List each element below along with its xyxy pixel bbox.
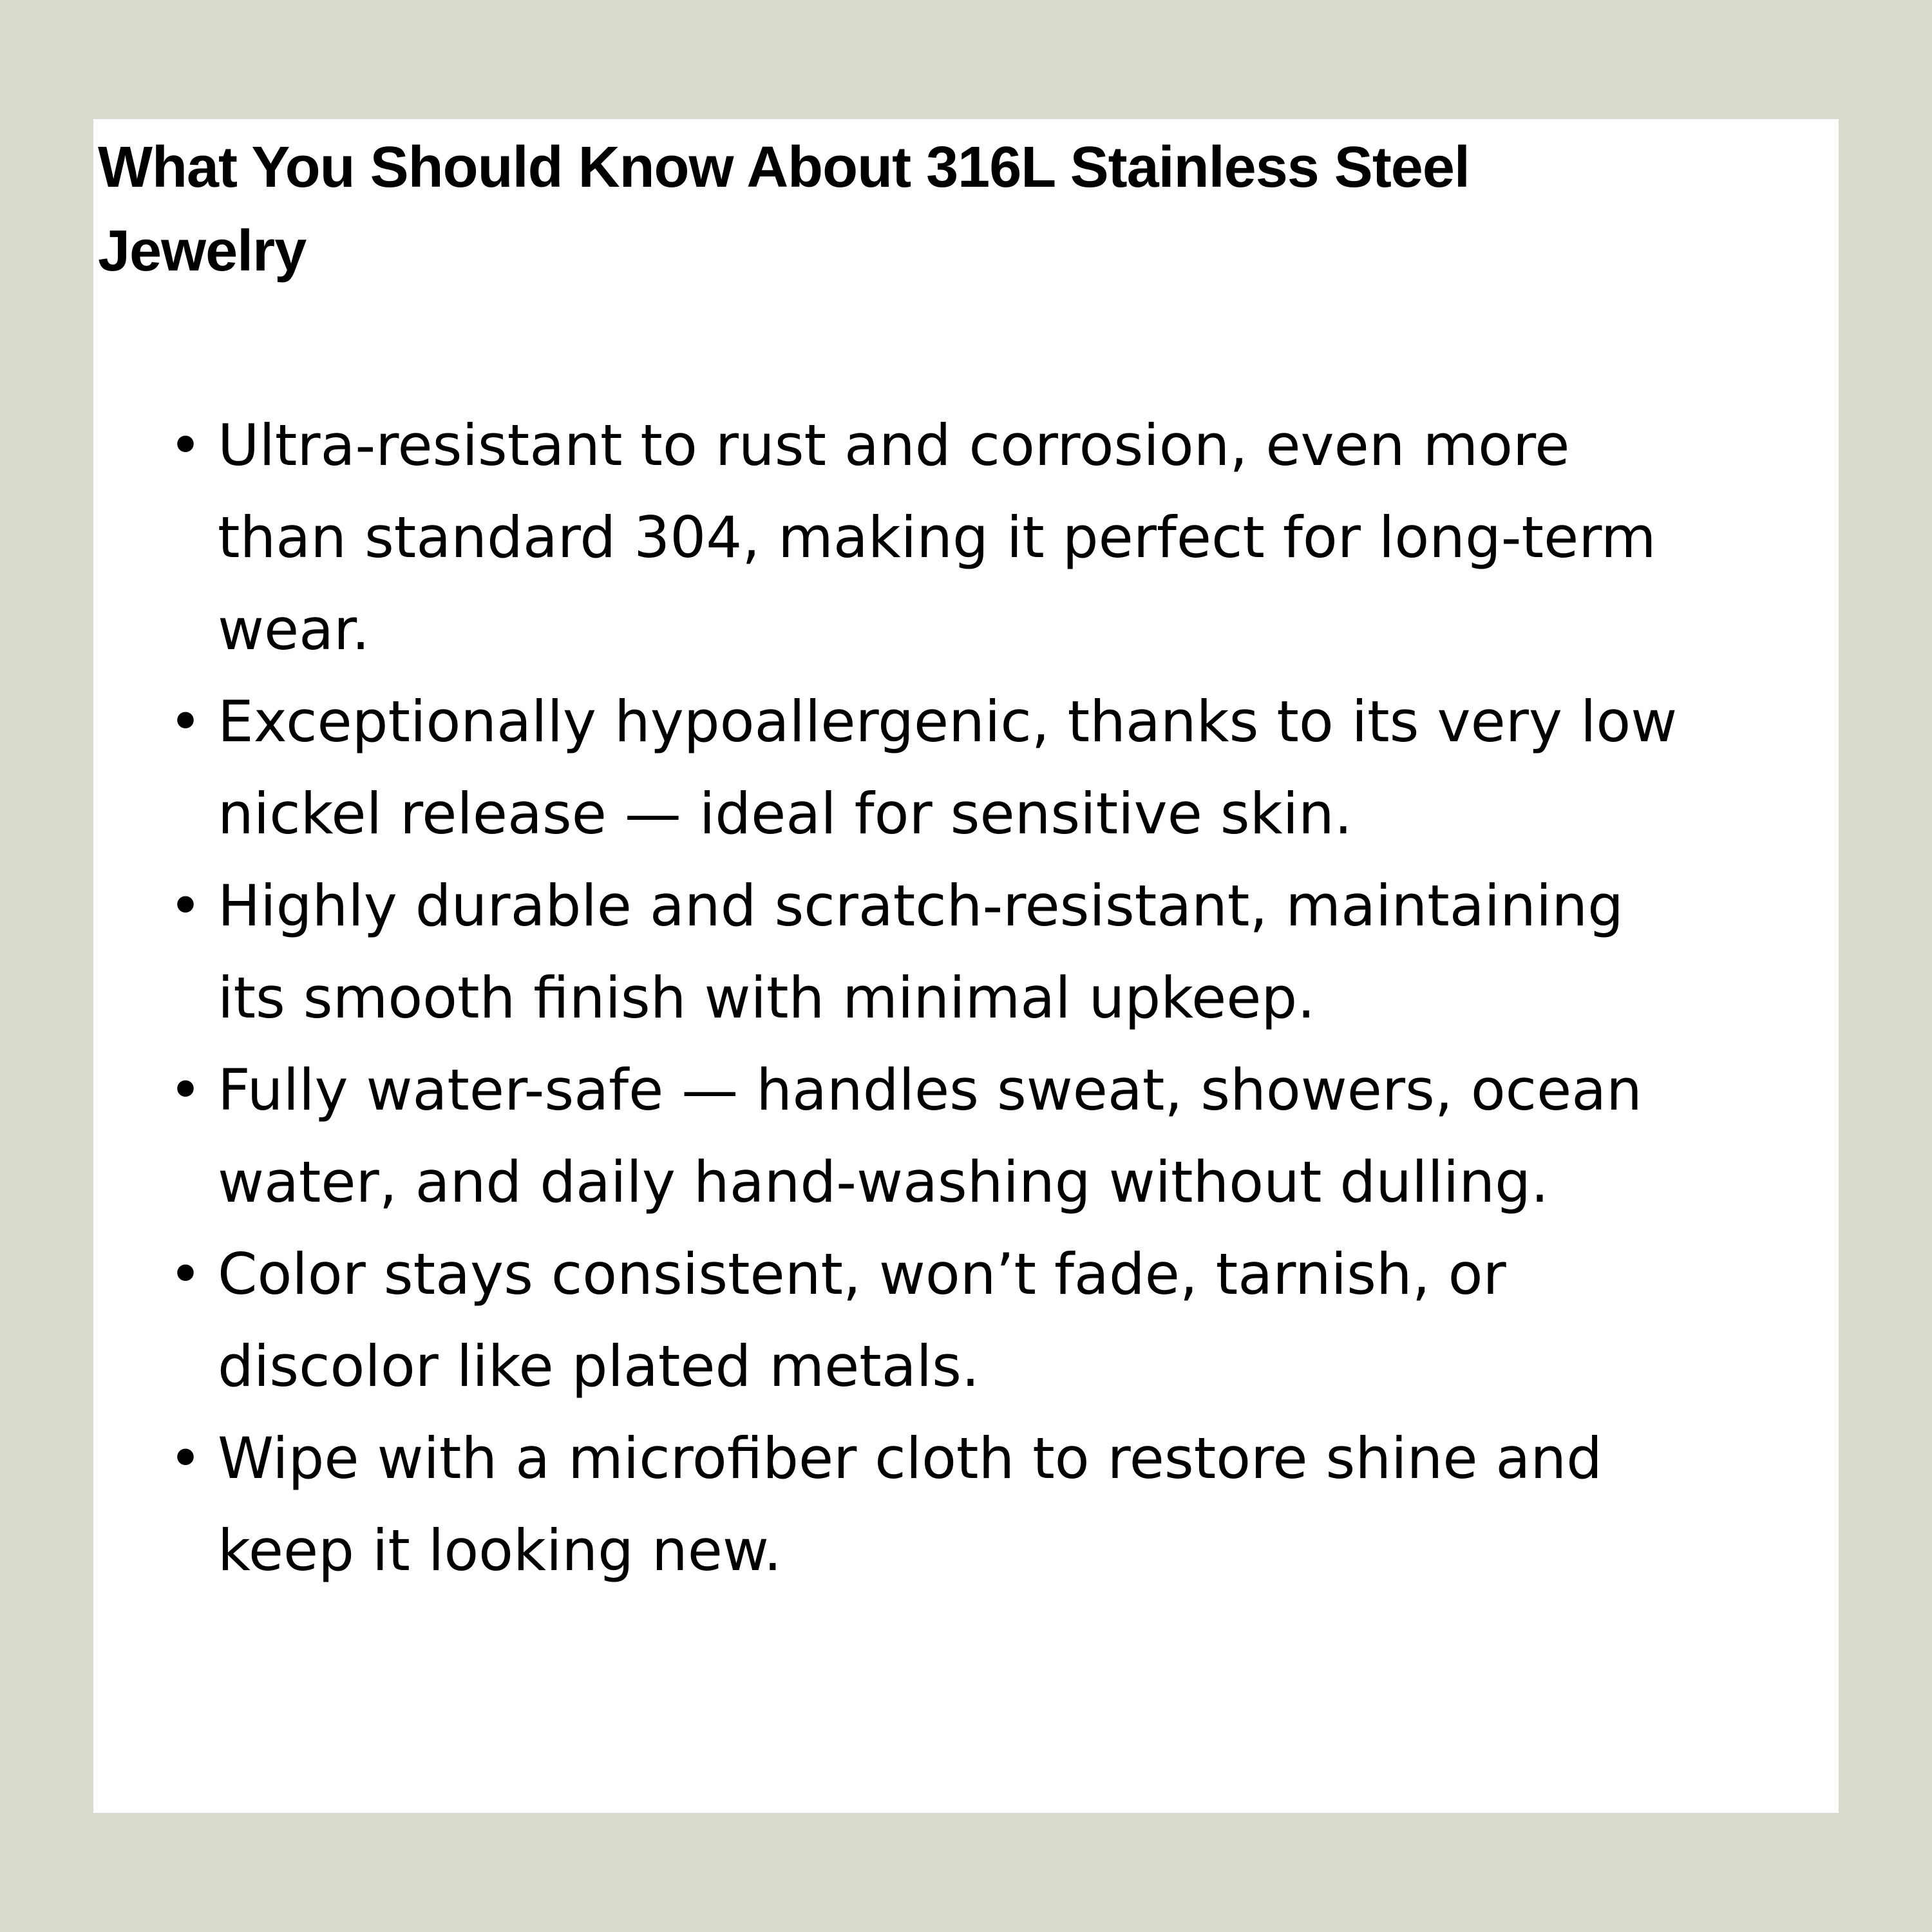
bullet-icon: •: [169, 688, 202, 755]
list-item: [166, 676, 1699, 860]
list-item: [166, 860, 1699, 1044]
list-item-text: Highly durable and scratch-resistant, maintaining its smooth finish with minimal upkeep.: [218, 873, 1624, 1031]
bullet-icon: •: [169, 1241, 202, 1307]
bullet-icon: •: [169, 412, 202, 478]
bullet-icon: •: [169, 1425, 202, 1492]
page-title: What You Should Know About 316L Stainless Steel Jewelry: [98, 135, 1470, 283]
list-item-text: Ultra-resistant to rust and corrosion, even more than standard 304, making it perfect for long-term wear.: [218, 412, 1656, 663]
list-item: [166, 399, 1699, 676]
list-item: [166, 1044, 1699, 1228]
list-item-text: Wipe with a microfiber cloth to restore shine and keep it looking new.: [218, 1425, 1602, 1584]
feature-list: [166, 399, 1699, 1596]
list-item: [166, 1228, 1699, 1412]
list-item: [166, 1412, 1699, 1596]
bullet-icon: •: [169, 873, 202, 939]
bullet-icon: •: [169, 1057, 202, 1123]
list-item-text: Exceptionally hypoallergenic, thanks to its very low nickel release — ideal for sensitive skin.: [218, 688, 1678, 847]
list-item-text: Fully water-safe — handles sweat, showers, ocean water, and daily hand-washing without dulling.: [218, 1057, 1642, 1215]
list-item-text: Color stays consistent, won’t fade, tarnish, or discolor like plated metals.: [218, 1241, 1506, 1399]
